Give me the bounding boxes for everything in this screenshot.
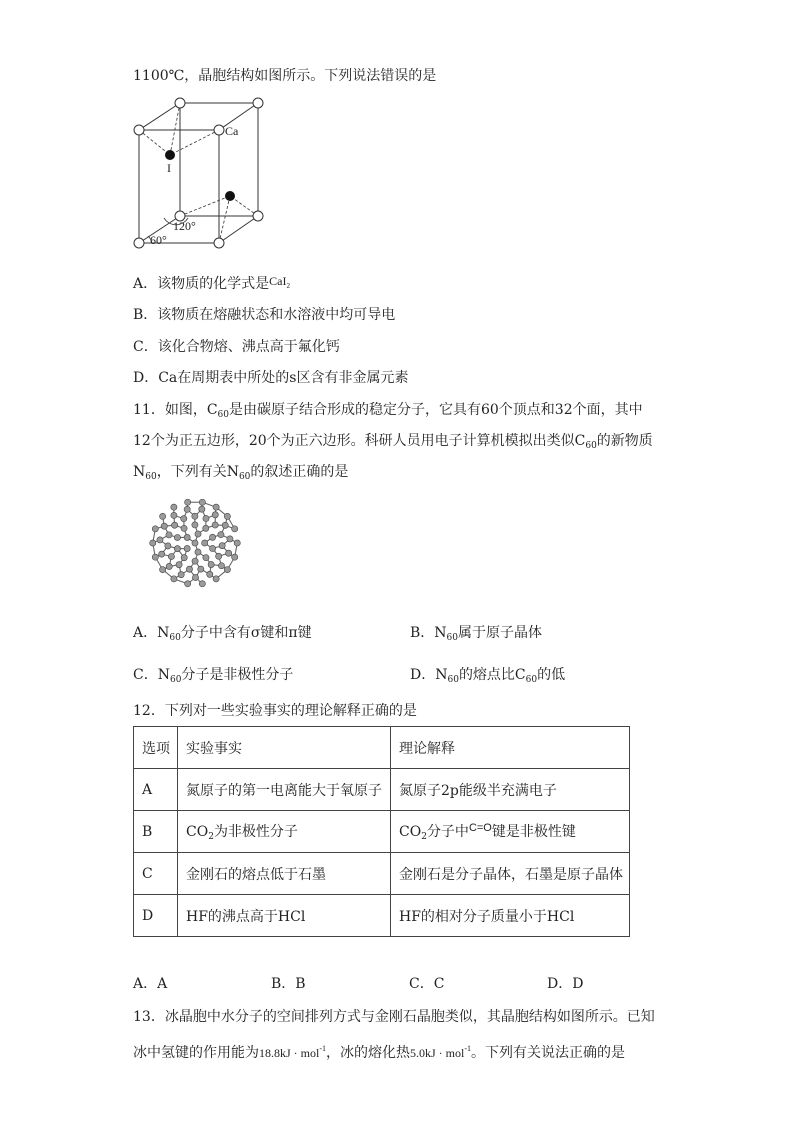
row-fact-pre: CO xyxy=(186,824,209,840)
angle-120-label: 120° xyxy=(173,219,196,233)
carbon-atom xyxy=(181,555,187,561)
q13-stem-line1: 13．冰晶胞中水分子的空间排列方式与金刚石晶胞类似，其晶胞结构如图所示。已知 xyxy=(133,1009,655,1025)
row-fact: HF的沸点高于HCl xyxy=(178,895,391,937)
q13-stem-line2 xyxy=(133,1039,625,1063)
i-label: I xyxy=(167,161,171,175)
q11-option-c-sub: 60 xyxy=(169,675,182,685)
q13-value-2-exp: -1 xyxy=(464,1044,472,1053)
row-fact: 金刚石的熔点低于石墨 xyxy=(178,853,391,895)
q13-value-1-exp: -1 xyxy=(319,1044,327,1053)
carbon-atom xyxy=(185,499,191,505)
ca-atom xyxy=(214,125,224,135)
q11-line2-post: 的新物质 xyxy=(596,433,653,449)
q11-option-d-sub: 60 xyxy=(447,675,459,685)
q11-option-b-post: 属于原子晶体 xyxy=(458,625,542,641)
row-fact xyxy=(178,811,391,853)
table-row xyxy=(134,769,630,811)
carbon-atom xyxy=(159,551,165,557)
carbon-atom xyxy=(199,581,205,587)
carbon-atom xyxy=(172,522,178,528)
carbon-atom xyxy=(152,554,158,560)
carbon-atom xyxy=(198,566,204,572)
q11-option-c-post: 分子是非极性分子 xyxy=(181,667,294,683)
angle-60-label: 60° xyxy=(150,233,167,247)
q13-value-1-text: 18.8kJ · mol xyxy=(259,1046,320,1060)
carbon-atom xyxy=(219,543,225,549)
carbon-atom xyxy=(226,550,232,556)
table-row xyxy=(134,895,630,937)
carbon-atom xyxy=(199,499,205,505)
q11-option-b-pre: B．N xyxy=(410,625,447,641)
carbon-atom xyxy=(213,504,219,510)
carbon-atom xyxy=(192,522,198,528)
row-fact: 氮原子的第一电离能大于氧原子 xyxy=(178,769,391,811)
carbon-atom xyxy=(174,546,180,552)
q13-line2-mid: ，冰的熔化热 xyxy=(326,1045,411,1061)
q11-stem-line1 xyxy=(133,400,643,425)
row-option: C xyxy=(134,853,178,895)
carbon-atom xyxy=(184,506,190,512)
row-option: D xyxy=(134,895,178,937)
table-row xyxy=(134,811,630,853)
carbon-atom xyxy=(218,532,224,538)
q12-choice-b[interactable]: B．B xyxy=(271,976,306,992)
q12-choice-c[interactable]: C．C xyxy=(409,976,445,992)
carbon-atom xyxy=(213,576,219,582)
header-option: 选项 xyxy=(134,727,178,769)
q11-option-d[interactable] xyxy=(410,665,565,690)
q11-line1-post: 是由碳原子结合形成的稳定分子，它具有60个顶点和32个面，其中 xyxy=(228,402,643,418)
q11-line3-post: ，下列有关N xyxy=(156,464,239,480)
q11-stem-line2 xyxy=(133,431,653,456)
row-expl-pre: CO xyxy=(399,824,422,840)
q11-stem-line3 xyxy=(133,462,348,487)
q11-option-a-post: 分子中含有σ键和π键 xyxy=(180,625,312,641)
cai2-formula xyxy=(269,274,290,288)
table-header-row xyxy=(134,727,630,769)
carbon-atom xyxy=(192,513,198,519)
q11-line3-end: 的叙述正确的是 xyxy=(250,464,349,480)
carbon-atom xyxy=(152,526,158,532)
q12-fact-table xyxy=(133,726,630,937)
cai2-unit-cell-figure xyxy=(128,95,268,255)
q10-option-d[interactable]: D．Ca在周期表中所处的s区含有非金属元素 xyxy=(133,370,409,386)
carbon-atom xyxy=(186,566,192,572)
q12-choice-a[interactable]: A．A xyxy=(133,976,168,992)
carbon-atom xyxy=(181,516,187,522)
carbon-atom xyxy=(160,567,166,573)
cai2-formula-subscript: 2 xyxy=(286,282,290,290)
q13-value-2 xyxy=(410,1046,471,1060)
row-explanation xyxy=(391,811,630,853)
row-explanation: 氮原子2p能级半充满电子 xyxy=(391,769,630,811)
q13-value-2-text: 5.0kJ · mol xyxy=(410,1046,465,1060)
row-expl-bond: C=O xyxy=(468,822,492,834)
fullerene-molecule-figure xyxy=(143,495,247,591)
row-explanation: HF的相对分子质量小于HCl xyxy=(391,895,630,937)
q11-option-d-sub2: 60 xyxy=(525,675,538,685)
carbon-atom xyxy=(192,540,198,546)
row-fact-post: 为非极性分子 xyxy=(213,824,298,840)
ca-atom xyxy=(253,211,263,221)
carbon-atom xyxy=(157,537,163,543)
carbon-atom xyxy=(178,572,184,578)
carbon-atom xyxy=(203,515,209,521)
carbon-atom xyxy=(165,543,171,549)
carbon-atom xyxy=(171,512,177,518)
ca-label: Ca xyxy=(225,124,239,138)
carbon-atom xyxy=(224,513,230,519)
header-fact: 实验事实 xyxy=(178,727,391,769)
carbon-atom xyxy=(234,540,240,546)
row-fact-sub: 2 xyxy=(208,832,214,842)
carbon-atom xyxy=(232,554,238,560)
carbon-atom xyxy=(208,561,214,567)
q12-stem: 12．下列对一些实验事实的理论解释正确的是 xyxy=(133,703,417,719)
carbon-atom xyxy=(218,563,224,569)
q10-option-c[interactable]: C．该化合物熔、沸点高于氟化钙 xyxy=(133,339,340,355)
carbon-atom xyxy=(174,534,180,540)
carbon-atom xyxy=(184,534,190,540)
carbon-atom xyxy=(150,540,156,546)
carbon-atom xyxy=(212,522,218,528)
ca-atom xyxy=(175,98,185,108)
ca-atom xyxy=(253,98,263,108)
carbon-atom xyxy=(192,558,198,564)
q10-option-b[interactable]: B．该物质在熔融状态和水溶液中均可导电 xyxy=(133,307,396,323)
carbon-atom xyxy=(203,525,209,531)
i-atom xyxy=(225,191,235,201)
q11-option-c-pre: C．N xyxy=(133,667,170,683)
row-explanation: 金刚石是分子晶体，石墨是原子晶体 xyxy=(391,853,630,895)
q11-option-b-sub: 60 xyxy=(446,633,458,643)
ca-atom xyxy=(134,125,144,135)
row-expl-sub: 2 xyxy=(421,832,427,842)
q12-choice-d[interactable]: D．D xyxy=(547,976,584,992)
carbon-atom xyxy=(161,523,167,529)
carbon-atom xyxy=(168,553,174,559)
q11-line1-sub: 60 xyxy=(217,410,229,420)
q11-option-a-pre: A．N xyxy=(133,625,170,641)
q11-option-c[interactable] xyxy=(133,665,293,690)
carbon-atom xyxy=(166,563,172,569)
q13-value-1 xyxy=(259,1046,326,1060)
carbon-atom xyxy=(185,581,191,587)
q11-option-d-mid: 的熔点比C xyxy=(458,667,526,683)
carbon-atom xyxy=(171,576,177,582)
carbon-atom xyxy=(212,512,218,518)
q11-line1-pre: 11．如图，C xyxy=(133,402,218,418)
row-expl-mid: 分子中 xyxy=(426,824,469,840)
ca-atom xyxy=(134,238,144,248)
row-option: B xyxy=(134,811,178,853)
row-expl-post: 键是非极性键 xyxy=(491,824,576,840)
carbon-atom xyxy=(195,549,201,555)
carbon-atom xyxy=(184,545,190,551)
ca-atom xyxy=(214,238,224,248)
cai2-formula-base: CaI xyxy=(269,274,287,288)
i-atom xyxy=(165,150,175,160)
carbon-atom xyxy=(222,522,228,528)
row-option: A xyxy=(134,769,178,811)
q11-line2-sub: 60 xyxy=(585,441,597,451)
carbon-atom xyxy=(171,504,177,510)
table-row xyxy=(134,853,630,895)
carbon-atom xyxy=(199,506,205,512)
q11-option-a-sub: 60 xyxy=(169,633,181,643)
carbon-atom xyxy=(224,567,230,573)
carbon-atom xyxy=(227,536,233,542)
q13-line2-pre: 冰中氢键的作用能为 xyxy=(133,1045,259,1061)
q11-option-d-pre: D．N xyxy=(410,667,448,683)
q10-option-a[interactable] xyxy=(133,271,290,296)
carbon-atom xyxy=(216,553,222,559)
carbon-atom xyxy=(209,545,215,551)
q11-line3-pre: N xyxy=(133,464,146,480)
q11-line2-pre: 12个为正五边形，20个为正六边形。科研人员用电子计算机模拟出类似C xyxy=(133,433,586,449)
carbon-atom xyxy=(176,562,182,568)
header-explanation: 理论解释 xyxy=(391,727,630,769)
q11-option-b[interactable] xyxy=(410,623,542,648)
q13-line2-post: 。下列有关说法正确的是 xyxy=(471,1045,626,1061)
q11-line3-sub: 60 xyxy=(145,472,157,482)
carbon-atom xyxy=(192,574,198,580)
carbon-atom xyxy=(202,540,208,546)
carbon-atom xyxy=(203,555,209,561)
q11-option-d-post: 的低 xyxy=(537,667,566,683)
carbon-atom xyxy=(209,534,215,540)
carbon-atom xyxy=(160,513,166,519)
carbon-atom xyxy=(181,525,187,531)
q11-option-a[interactable] xyxy=(133,623,312,648)
carbon-atom xyxy=(207,571,213,577)
q11-line3-sub2: 60 xyxy=(238,472,251,482)
carbon-atom xyxy=(166,532,172,538)
q10-option-a-text: A．该物质的化学式是 xyxy=(133,276,270,292)
carbon-atom xyxy=(195,531,201,537)
carbon-atom xyxy=(232,526,238,532)
q10-stem: 1100℃，晶胞结构如图所示。下列说法错误的是 xyxy=(133,68,437,84)
